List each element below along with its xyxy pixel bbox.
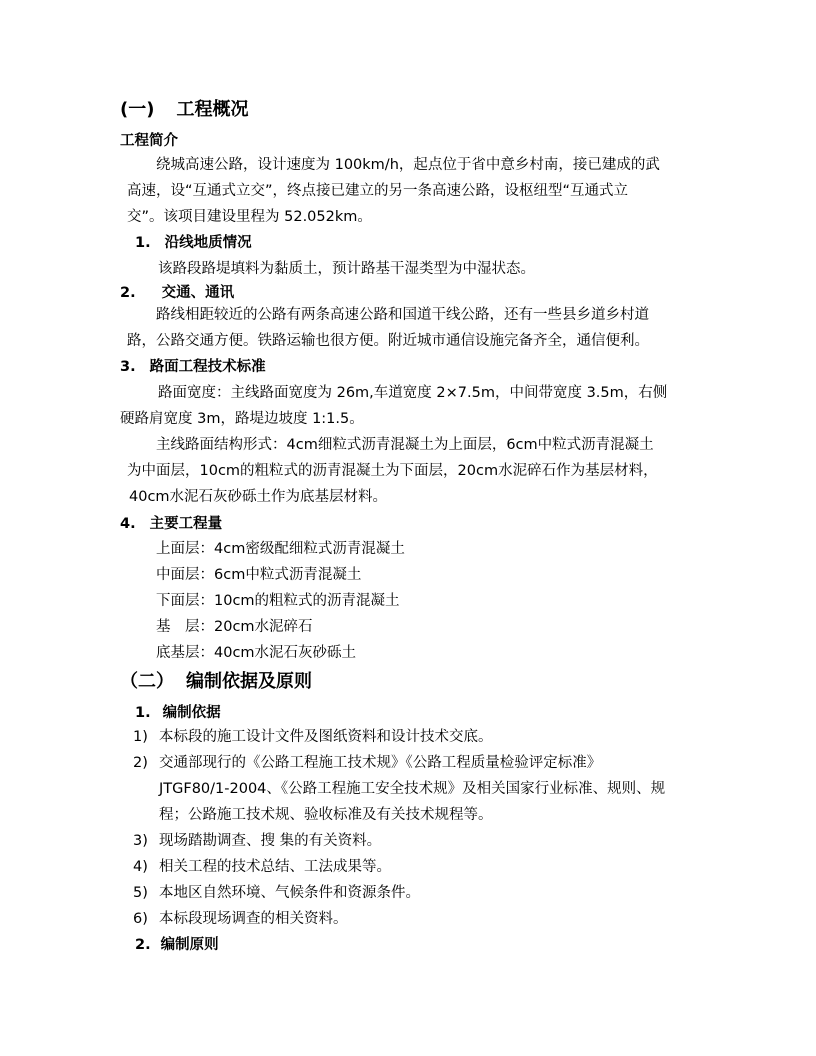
item4-number: 4. [120,516,136,532]
basis-item-3 [133,831,381,851]
item3-heading [120,357,266,377]
item4-line-5: 底基层：40cm水泥石灰砂砾土 [156,645,357,661]
item3-title: 路面工程技术标准 [149,359,266,375]
section2-title: 编制依据及原则 [186,671,312,692]
item3-line-2: 硬路肩宽度 3m，路堤边坡度 1:1.5。 [120,411,364,427]
item1-heading [135,233,252,253]
item4-heading [120,514,222,534]
item1-title: 沿线地质情况 [164,235,252,251]
intro-line-3: 交”。该项目建设里程为 52.052km。 [127,209,372,225]
section2-heading [120,670,312,694]
intro-heading: 工程简介 [120,133,178,149]
item4-line-4: 基 层：20cm水泥碎石 [156,619,313,635]
basis-item-4-text: 相关工程的技术总结、工法成果等。 [159,859,391,875]
item2-title: 交通、通讯 [161,285,235,301]
basis-item-1 [133,727,493,747]
basis-item-2 [133,753,601,773]
item3-number: 3. [120,359,136,375]
item4-title: 主要工程量 [149,516,223,532]
item1-number: 1. [135,235,151,251]
basis-item-3-number: 3) [133,833,148,849]
item4-line-3: 下面层：10cm的粗粒式的沥青混凝土 [156,593,400,609]
basis-number: 1. [135,705,151,721]
principle-heading [135,935,219,955]
basis-item-2-number: 2) [133,755,148,771]
intro-line-2: 高速，设“互通式立交”，终点接已建立的另一条高速公路，设枢纽型“互通式立 [127,183,629,199]
basis-item-5 [133,883,420,903]
basis-heading [135,703,221,723]
item3-line-1: 路面宽度：主线路面宽度为 26m,车道宽度 2×7.5m，中间带宽度 3.5m，右侧 [158,385,668,401]
section1-heading [120,98,248,122]
basis-item-2-line-3: 程；公路施工技术规、验收标准及有关技术规程等。 [159,807,493,823]
basis-item-3-text: 现场踏勘调查、搜 集的有关资料。 [159,833,382,849]
basis-item-5-text: 本地区自然环境、气候条件和资源条件。 [159,885,420,901]
item2-line-2: 路，公路交通方便。铁路运输也很方便。附近城市通信设施完备齐全，通信便利。 [127,333,649,349]
item3-line-4: 为中面层，10cm的粗粒式的沥青混凝土为下面层，20cm水泥碎石作为基层材料， [127,463,658,479]
item4-line-1: 上面层：4cm密级配细粒式沥青混凝土 [156,541,405,557]
principle-number: 2. [135,937,151,953]
section1-title: 工程概况 [176,99,249,120]
basis-item-6-text: 本标段现场调查的相关资料。 [159,911,348,927]
intro-line-1: 绕城高速公路，设计速度为 100km/h，起点位于省中意乡村南，接已建成的武 [156,157,660,173]
basis-item-4-number: 4) [133,859,148,875]
basis-title: 编制依据 [162,705,221,721]
basis-item-4 [133,857,391,877]
basis-item-2-line-1: 交通部现行的《公路工程施工技术规》《公路工程质量检验评定标准》 [159,755,602,771]
section2-number: （二） [120,671,174,692]
basis-item-5-number: 5) [133,885,148,901]
basis-item-6-number: 6) [133,911,148,927]
item2-heading [120,283,234,303]
item2-line-1: 路线相距较近的公路有两条高速公路和国道干线公路，还有一些县乡道乡村道 [156,307,649,323]
basis-item-1-text: 本标段的施工设计文件及图纸资料和设计技术交底。 [159,729,493,745]
item3-line-3: 主线路面结构形式：4cm细粒式沥青混凝土为上面层，6cm中粒式沥青混凝土 [156,437,654,453]
section1-number: (一) [120,99,155,120]
item3-line-5: 40cm水泥石灰砂砾土作为底基层材料。 [129,489,388,505]
basis-item-2-line-2: JTGF80/1-2004、《公路工程施工安全技术规》及相关国家行业标准、规则、规 [159,781,666,797]
item1-line-1: 该路段路堤填料为黏质土，预计路基干湿类型为中湿状态。 [158,261,535,277]
principle-title: 编制原则 [160,937,219,953]
item2-number: 2. [120,285,136,301]
basis-item-6 [133,909,348,929]
basis-item-1-number: 1) [133,729,148,745]
item4-line-2: 中面层：6cm中粒式沥青混凝土 [156,567,362,583]
